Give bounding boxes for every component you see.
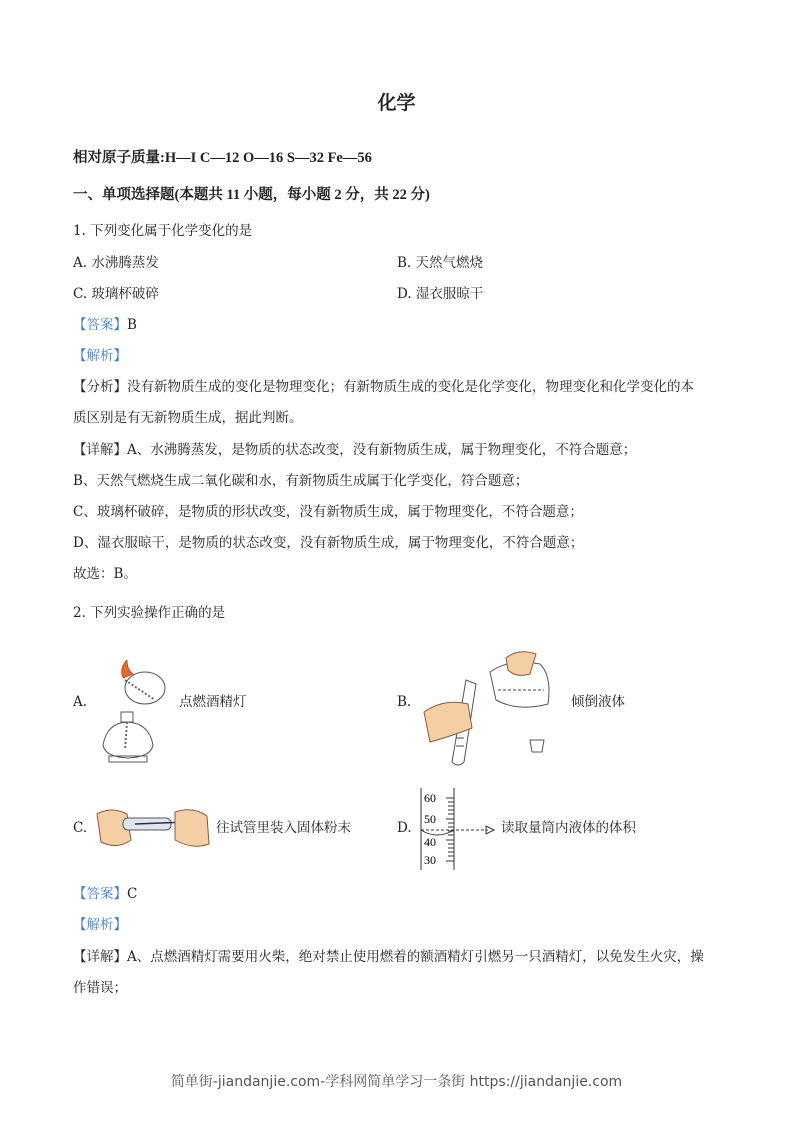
q2-option-a-letter: A. [73,694,88,710]
tick-40: 40 [424,835,436,849]
q2-detail-a2: 作错误； [73,980,127,996]
q1-option-b: B. 天然气燃烧 [397,255,484,271]
graduated-cylinder-illustration [418,786,498,872]
q1-fenxi-1 [73,378,694,396]
atomic-mass-line: 相对原子质量:H—I C—12 O—16 S—32 Fe—56 [73,150,372,166]
fenxi-text: 没有新物质生成的变化是物理变化；有新物质生成的变化是化学变化，物理变化和化学变化的本 [127,379,694,395]
detail-text: A、点燃酒精灯需要用火柴，绝对禁止使用燃着的额酒精灯引燃另一只酒精灯，以免发生火灾，操 [127,949,704,965]
page-title: 化学 [377,92,416,114]
answer-tag: 【答案】 [73,886,127,902]
q1-detail-b: B、天然气燃烧生成二氧化碳和水，有新物质生成属于化学变化，符合题意； [73,473,529,489]
q2-option-d-text: 读取量筒内液体的体积 [501,820,636,836]
detail-tag: 【详解】 [73,949,127,965]
footer-watermark: 简单街-jiandanjie.com-学科网简单学习一条街 https://jiandanjie.com [170,1074,623,1090]
q2-option-b-letter: B. [397,694,412,710]
q1-option-a: A. 水沸腾蒸发 [73,255,159,271]
detail-tag: 【详解】 [73,442,127,458]
powder-tube-illustration [95,806,210,848]
q1-option-d: D. 湿衣服晾干 [397,286,484,302]
q2-option-d-letter: D. [397,820,412,836]
alcohol-lamp-illustration [93,660,175,770]
fenxi-tag: 【分析】 [73,379,127,395]
section-heading: 一、单项选择题(本题共 11 小题，每小题 2 分，共 22 分) [73,187,430,203]
q2-option-c-letter: C. [73,820,88,836]
q1-detail-a [73,441,636,459]
q2-analysis-tag: 【解析】 [73,917,127,933]
q1-detail-c: C、玻璃杯破碎，是物质的形状改变，没有新物质生成，属于物理变化，不符合题意； [73,504,583,520]
q1-analysis-tag: 【解析】 [73,348,127,364]
q2-stem: 2. 下列实验操作正确的是 [73,605,226,621]
tick-30: 30 [424,853,436,867]
tick-60: 60 [424,791,436,805]
q1-stem: 1. 下列变化属于化学变化的是 [73,223,253,239]
q1-detail-d: D、湿衣服晾干，是物质的状态改变，没有新物质生成，属于物理变化，不符合题意； [73,535,584,551]
answer-value: C [127,886,138,902]
q1-option-c: C. 玻璃杯破碎 [73,286,159,302]
q2-option-a-text: 点燃酒精灯 [179,694,247,710]
q1-fenxi-2: 质区别是有无新物质生成，据此判断。 [73,410,303,426]
q2-detail-a1 [73,948,704,966]
detail-text: A、水沸腾蒸发，是物质的状态改变，没有新物质生成，属于物理变化，不符合题意； [127,442,637,458]
q1-conclusion: 故选：B。 [73,566,137,582]
answer-value: B [127,317,137,333]
answer-tag: 【答案】 [73,317,127,333]
q2-option-b-text: 倾倒液体 [571,694,625,710]
tick-50: 50 [424,812,436,826]
q2-answer [73,885,137,903]
pouring-liquid-illustration [420,650,560,770]
q1-answer [73,316,137,334]
q2-option-c-text: 往试管里装入固体粉末 [216,820,351,836]
